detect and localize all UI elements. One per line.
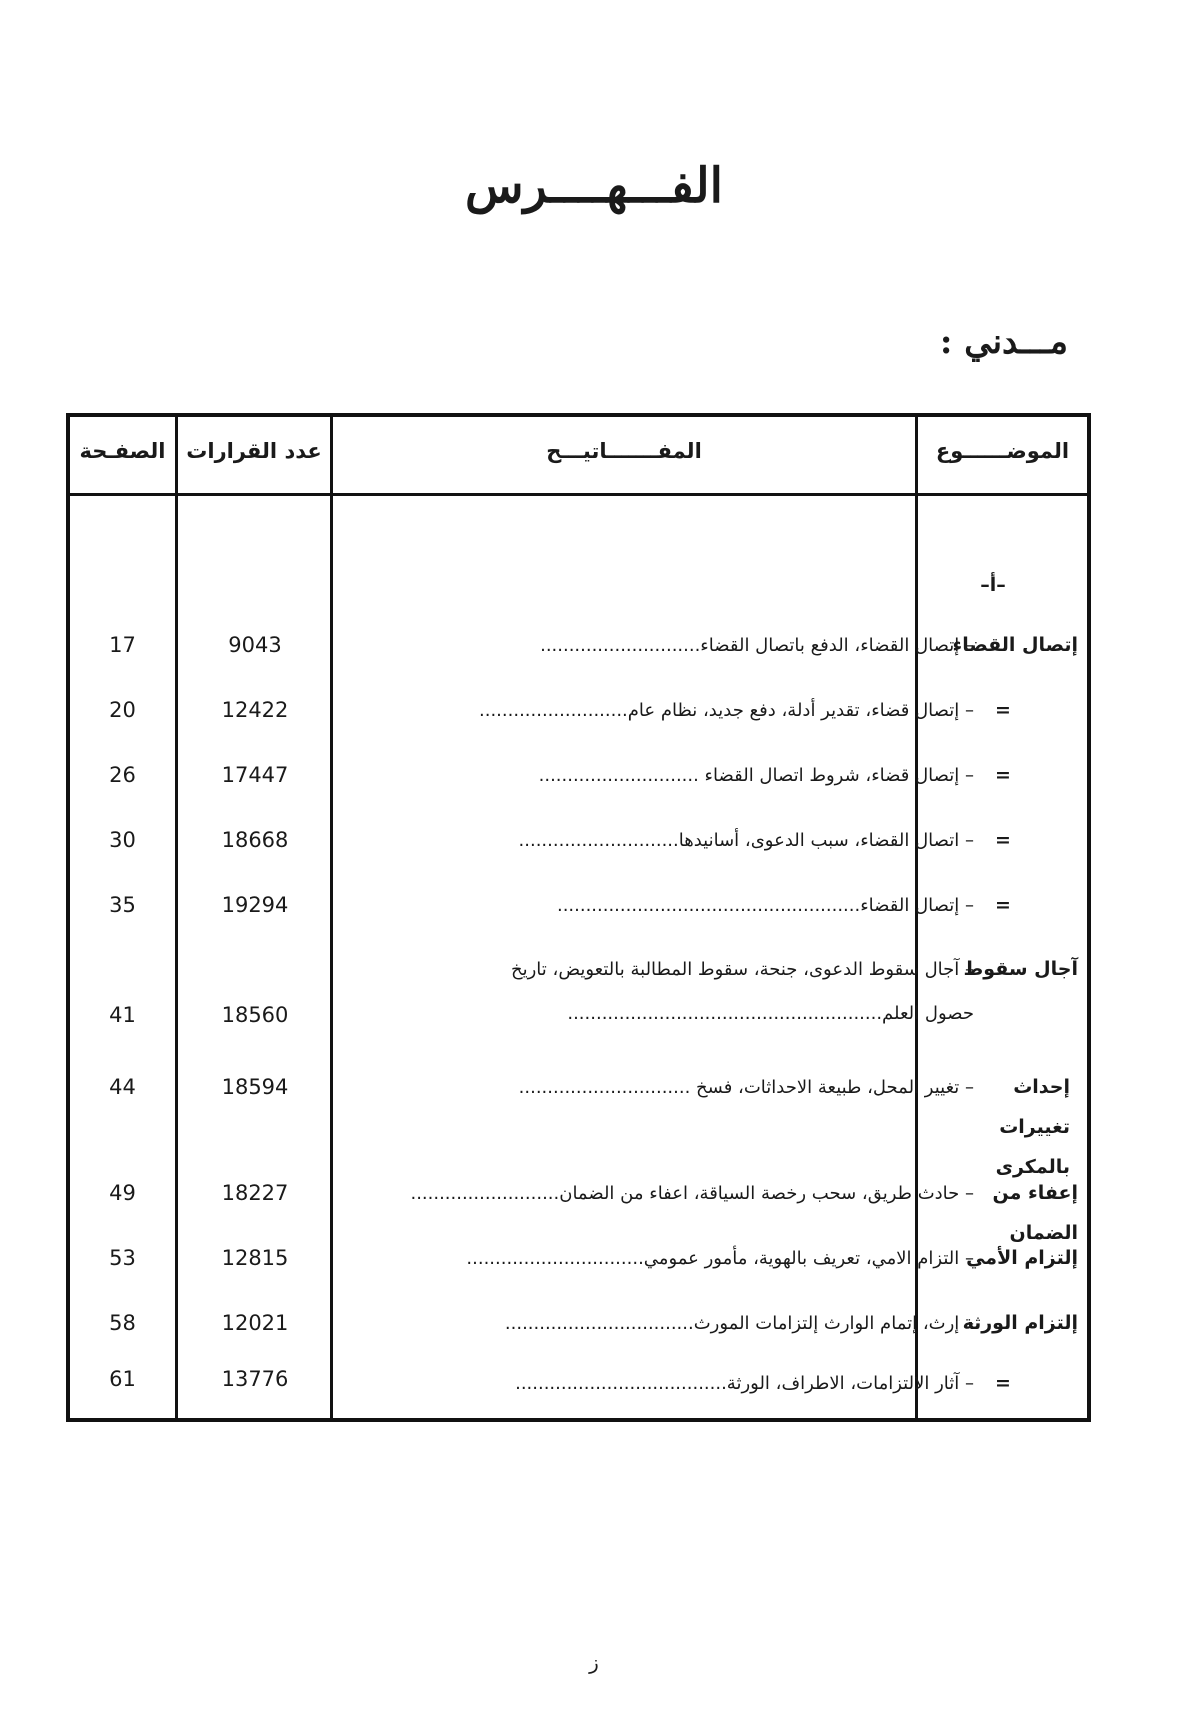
topic: =	[995, 764, 1011, 786]
topic: آجال سقوط	[963, 958, 1078, 980]
decision-count: 17447	[221, 763, 289, 787]
keywords: – حادث طريق، سحب رخصة السياقة، اعفاء من الضمان..........................	[410, 1183, 974, 1204]
header-page: الصفـحة	[79, 439, 166, 463]
topic: إعفاء من الضمان	[992, 1182, 1078, 1244]
keywords: – تغيير المحل، طبيعة الاحداثات، فسخ ..............................	[518, 1077, 974, 1098]
page-number: 20	[109, 698, 136, 722]
keywords: – إتصال القضاء.....................................................	[556, 895, 974, 916]
header-count: عدد القرارات	[186, 439, 322, 463]
keywords: – التزام الامي، تعريف بالهوية، مأمور عمومي...............................	[466, 1248, 974, 1269]
decision-count: 13776	[221, 1367, 289, 1391]
decision-count: 19294	[221, 893, 289, 917]
decision-count: 18560	[221, 1003, 289, 1027]
page-title: الفـــهــــرس	[465, 158, 723, 214]
topic: =	[995, 1372, 1011, 1394]
keywords: – إرث، إتمام الوارث إلتزامات المورث.................................	[504, 1313, 974, 1334]
page-number: 53	[109, 1246, 136, 1270]
decision-count: 9043	[228, 633, 282, 657]
column-divider	[175, 417, 178, 1418]
page-number: 44	[109, 1075, 136, 1099]
keywords: – إتصال القضاء، الدفع باتصال القضاء............................	[540, 635, 974, 656]
topic: إحداث تغييرات بالمكرى	[995, 1076, 1070, 1178]
page-number: 41	[109, 1003, 136, 1027]
topic: إلتزام الورثة	[962, 1312, 1078, 1334]
index-table	[66, 413, 1091, 1422]
keywords: – إتصال قضاء، شروط اتصال القضاء ............................	[538, 765, 974, 786]
page-number: 58	[109, 1311, 136, 1335]
page-number: 49	[109, 1181, 136, 1205]
header-divider	[70, 493, 1087, 496]
topic: =	[995, 829, 1011, 851]
topic: إلتزام الأمي	[966, 1247, 1078, 1269]
keywords: – إتصال قضاء، تقدير أدلة، دفع جديد، نظام عام..........................	[479, 700, 974, 721]
page-footer-mark: ز	[589, 1650, 599, 1674]
decision-count: 12021	[221, 1311, 289, 1335]
keywords-continued: حصول العلم.......................................................	[567, 1003, 974, 1024]
header-topic: الموضــــــوع	[935, 439, 1070, 463]
column-divider	[330, 417, 333, 1418]
page-number: 61	[109, 1367, 136, 1391]
keywords: – آثار الالتزامات، الاطراف، الورثة.....................................	[515, 1373, 974, 1394]
letter-heading: –أ–	[980, 574, 1006, 596]
topic: =	[995, 699, 1011, 721]
page-number: 30	[109, 828, 136, 852]
page-number: 26	[109, 763, 136, 787]
page-number: 35	[109, 893, 136, 917]
section-heading: مـــدني :	[939, 322, 1068, 362]
keywords: – آجال سقوط الدعوى، جنحة، سقوط المطالبة بالتعويض، تاريخ	[510, 959, 974, 980]
page-number: 17	[109, 633, 136, 657]
decision-count: 18227	[221, 1181, 289, 1205]
decision-count: 18668	[221, 828, 289, 852]
keywords: – اتصال القضاء، سبب الدعوى، أسانيدها............................	[518, 830, 974, 851]
decision-count: 12422	[221, 698, 289, 722]
topic: إتصال القضاء	[952, 634, 1078, 656]
decision-count: 12815	[221, 1246, 289, 1270]
topic: =	[995, 894, 1011, 916]
header-keywords: المفـــــــاتيـــح	[546, 439, 702, 463]
decision-count: 18594	[221, 1075, 289, 1099]
